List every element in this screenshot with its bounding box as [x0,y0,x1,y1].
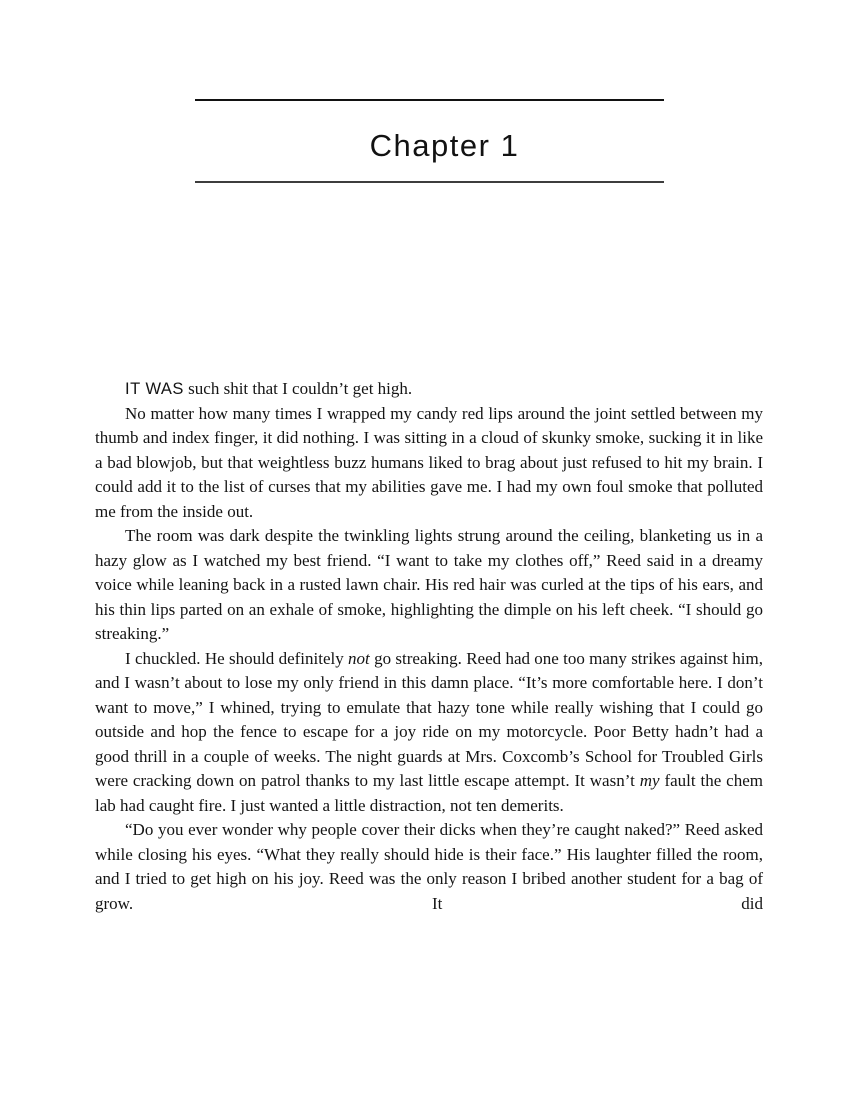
paragraph-p3 [95,524,763,647]
paragraph-lead-in: IT WAS [125,380,184,398]
chapter-heading [195,99,664,183]
text-run: “Do you ever wonder why people cover their dicks when they’re caught naked?” Reed asked while closing his eyes. “What they really should hide is their face.” His laughter filled the room, and I tried to get high on his joy. Reed was the only reason I bribed another student for a bag of grow. It did [95,820,763,913]
paragraph-p5 [95,818,763,916]
italic-emphasis: not [348,648,370,668]
paragraph-p1 [95,377,763,402]
text-run: The room was dark despite the twinkling lights strung around the ceiling, blanketing us in a hazy glow as I watched my best friend. “I want to take my clothes off,” Reed said in a dreamy voice while leaning back in a rusted lawn chair. His red hair was curled at the tips of his ears, and his thin lips parted on an exhale of smoke, highlighting the dimple on his left cheek. “I should go streaking.” [95,526,763,643]
text-run: fault the chem lab had caught fire. I just wanted a little distraction, not ten demerits. [95,771,763,815]
paragraph-p2 [95,402,763,525]
paragraph-p4 [95,647,763,819]
text-run: No matter how many times I wrapped my candy red lips around the joint settled between my thumb and index finger, it did nothing. I was sitting in a cloud of skunky smoke, sucking it in like a bad blowjob, but that weightless buzz humans liked to brag about just refused to hit my brain. I could add it to the list of curses that my abilities gave me. I had my own foul smoke that polluted me from the inside out. [95,403,763,521]
chapter-title: Chapter 1 [369,128,520,163]
text-run: go streaking. Reed had one too many strikes against him, and I wasn’t about to lose my only friend in this damn place. “It’s more comfortable here. I don’t want to move,” I whined, trying to emulate that hazy tone while really wishing that I could go outside and hop the fence to escape for a joy ride on my motorcycle. Poor Betty hadn’t had a good thrill in a couple of weeks. The night guards at Mrs. Coxcomb’s School for Troubled Girls were cracking down on patrol thanks to my last little escape attempt. It wasn’t [95,648,764,790]
body-text [95,377,763,916]
text-run: I chuckled. He should definitely [125,648,349,668]
italic-emphasis: my [639,771,660,790]
text-run: such shit that I couldn’t get high. [183,379,413,398]
